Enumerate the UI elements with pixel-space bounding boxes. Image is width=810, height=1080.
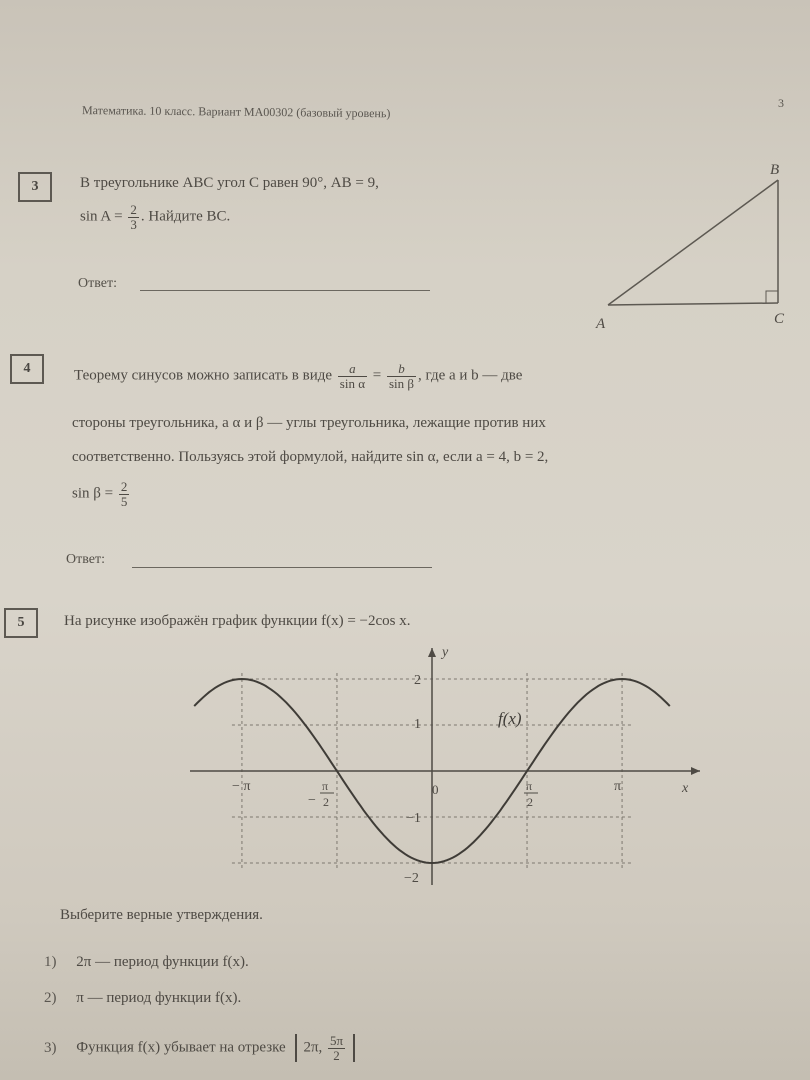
vertex-label-c: C — [774, 311, 785, 327]
interval-right-num: 5π — [330, 1033, 344, 1048]
triangle-side-ab — [608, 180, 778, 305]
question-number-4: 4 — [10, 354, 44, 384]
page-header: Математика. 10 класс. Вариант МА00302 (базовый уровень) — [81, 103, 391, 121]
q3-sin-prefix: sin A = — [80, 208, 123, 225]
q4-equals: = — [372, 367, 382, 384]
y-tick-neg-1: −1 — [406, 811, 421, 826]
question-number-5: 5 — [4, 608, 38, 638]
q5-option-3[interactable] — [44, 1034, 355, 1062]
interval-right — [328, 1034, 345, 1062]
x-tick-neg-pi: − π — [232, 779, 251, 794]
function-label: f(x) — [498, 709, 522, 728]
q3-text-suffix: . Найдите BC. — [140, 208, 231, 225]
interval-left: 2π, — [303, 1039, 323, 1056]
y-tick-1: 1 — [414, 717, 421, 732]
q4-frac1-num: a — [338, 362, 367, 377]
q4-intro-tail: , где a и b — две — [418, 367, 523, 384]
q4-text-line1 — [74, 362, 804, 390]
q4-intro: Теорему синусов можно записать в виде — [74, 367, 333, 384]
x-axis-arrow — [691, 767, 700, 775]
q5-function-graph — [170, 640, 710, 890]
x-axis-label: x — [682, 781, 689, 796]
option-2-number: 2) — [44, 990, 57, 1006]
q4-text-line4 — [72, 480, 131, 508]
q3-text-line2 — [80, 203, 230, 231]
q3-answer-label: Ответ: — [78, 276, 117, 291]
q4-text-line3: соответственно. Пользуясь этой формулой, найдите sin α, если a = 4, b = 2, — [72, 449, 549, 465]
q3-triangle-figure — [590, 160, 800, 335]
y-tick-2: 2 — [414, 673, 421, 688]
x-tick-neg-half-pi-num: π — [322, 779, 329, 793]
q4-frac2-num: b — [387, 362, 416, 377]
right-angle-mark — [766, 291, 778, 303]
x-tick-neg-half-pi-sign: − — [308, 793, 316, 808]
q5-option-2[interactable] — [44, 990, 241, 1007]
q4-text-line2: стороны треугольника, а α и β — углы треугольника, лежащие против них — [72, 415, 546, 431]
interval-right-den: 2 — [333, 1047, 340, 1063]
q4-sinb-den: 5 — [120, 493, 128, 509]
option-3-text: Функция f(x) убывает на отрезке — [76, 1039, 286, 1056]
q5-option-1[interactable] — [44, 954, 249, 971]
y-axis-label: y — [442, 645, 449, 660]
option-1-number: 1) — [44, 954, 57, 970]
q4-fraction-b — [387, 362, 416, 390]
q3-sin-fraction — [128, 203, 139, 231]
x-tick-pi: π — [614, 779, 622, 794]
q4-fraction-a — [338, 362, 367, 390]
triangle-side-ac — [608, 303, 778, 305]
option-3-number: 3) — [44, 1039, 57, 1056]
question-number-3: 3 — [18, 172, 52, 202]
q4-sinb-num: 2 — [120, 479, 128, 494]
y-tick-neg-2: −2 — [404, 871, 419, 886]
q4-answer-label: Ответ: — [66, 552, 105, 567]
q4-frac1-den: sin α — [339, 375, 366, 391]
y-axis-arrow — [428, 648, 436, 657]
x-tick-half-pi-den: 2 — [527, 795, 533, 809]
q5-choose-prompt: Выберите верные утверждения. — [60, 907, 263, 923]
q3-sin-den: 3 — [130, 216, 137, 232]
option-2-text: π — период функции f(x). — [76, 990, 242, 1006]
q4-sinb-fraction — [119, 480, 130, 508]
q3-answer-field[interactable] — [140, 290, 430, 291]
vertex-label-b: B — [770, 162, 780, 178]
q4-answer-field[interactable] — [132, 567, 432, 568]
origin-label: 0 — [432, 782, 439, 797]
x-tick-half-pi-num: π — [526, 779, 533, 793]
q4-frac2-den: sin β — [389, 375, 415, 391]
q4-sinb-prefix: sin β = — [72, 485, 114, 502]
option-1-text: 2π — период функции f(x). — [76, 954, 249, 970]
option-3-interval — [295, 1034, 355, 1062]
q3-text-line1: В треугольнике ABC угол C равен 90°, AB = 9, — [80, 175, 379, 191]
q5-text: На рисунке изображён график функции f(x) = −2cos x. — [64, 613, 411, 629]
q3-sin-num: 2 — [130, 202, 137, 217]
page-number: 3 — [778, 96, 784, 110]
x-tick-neg-half-pi-den: 2 — [323, 795, 329, 809]
vertex-label-a: A — [596, 316, 606, 332]
